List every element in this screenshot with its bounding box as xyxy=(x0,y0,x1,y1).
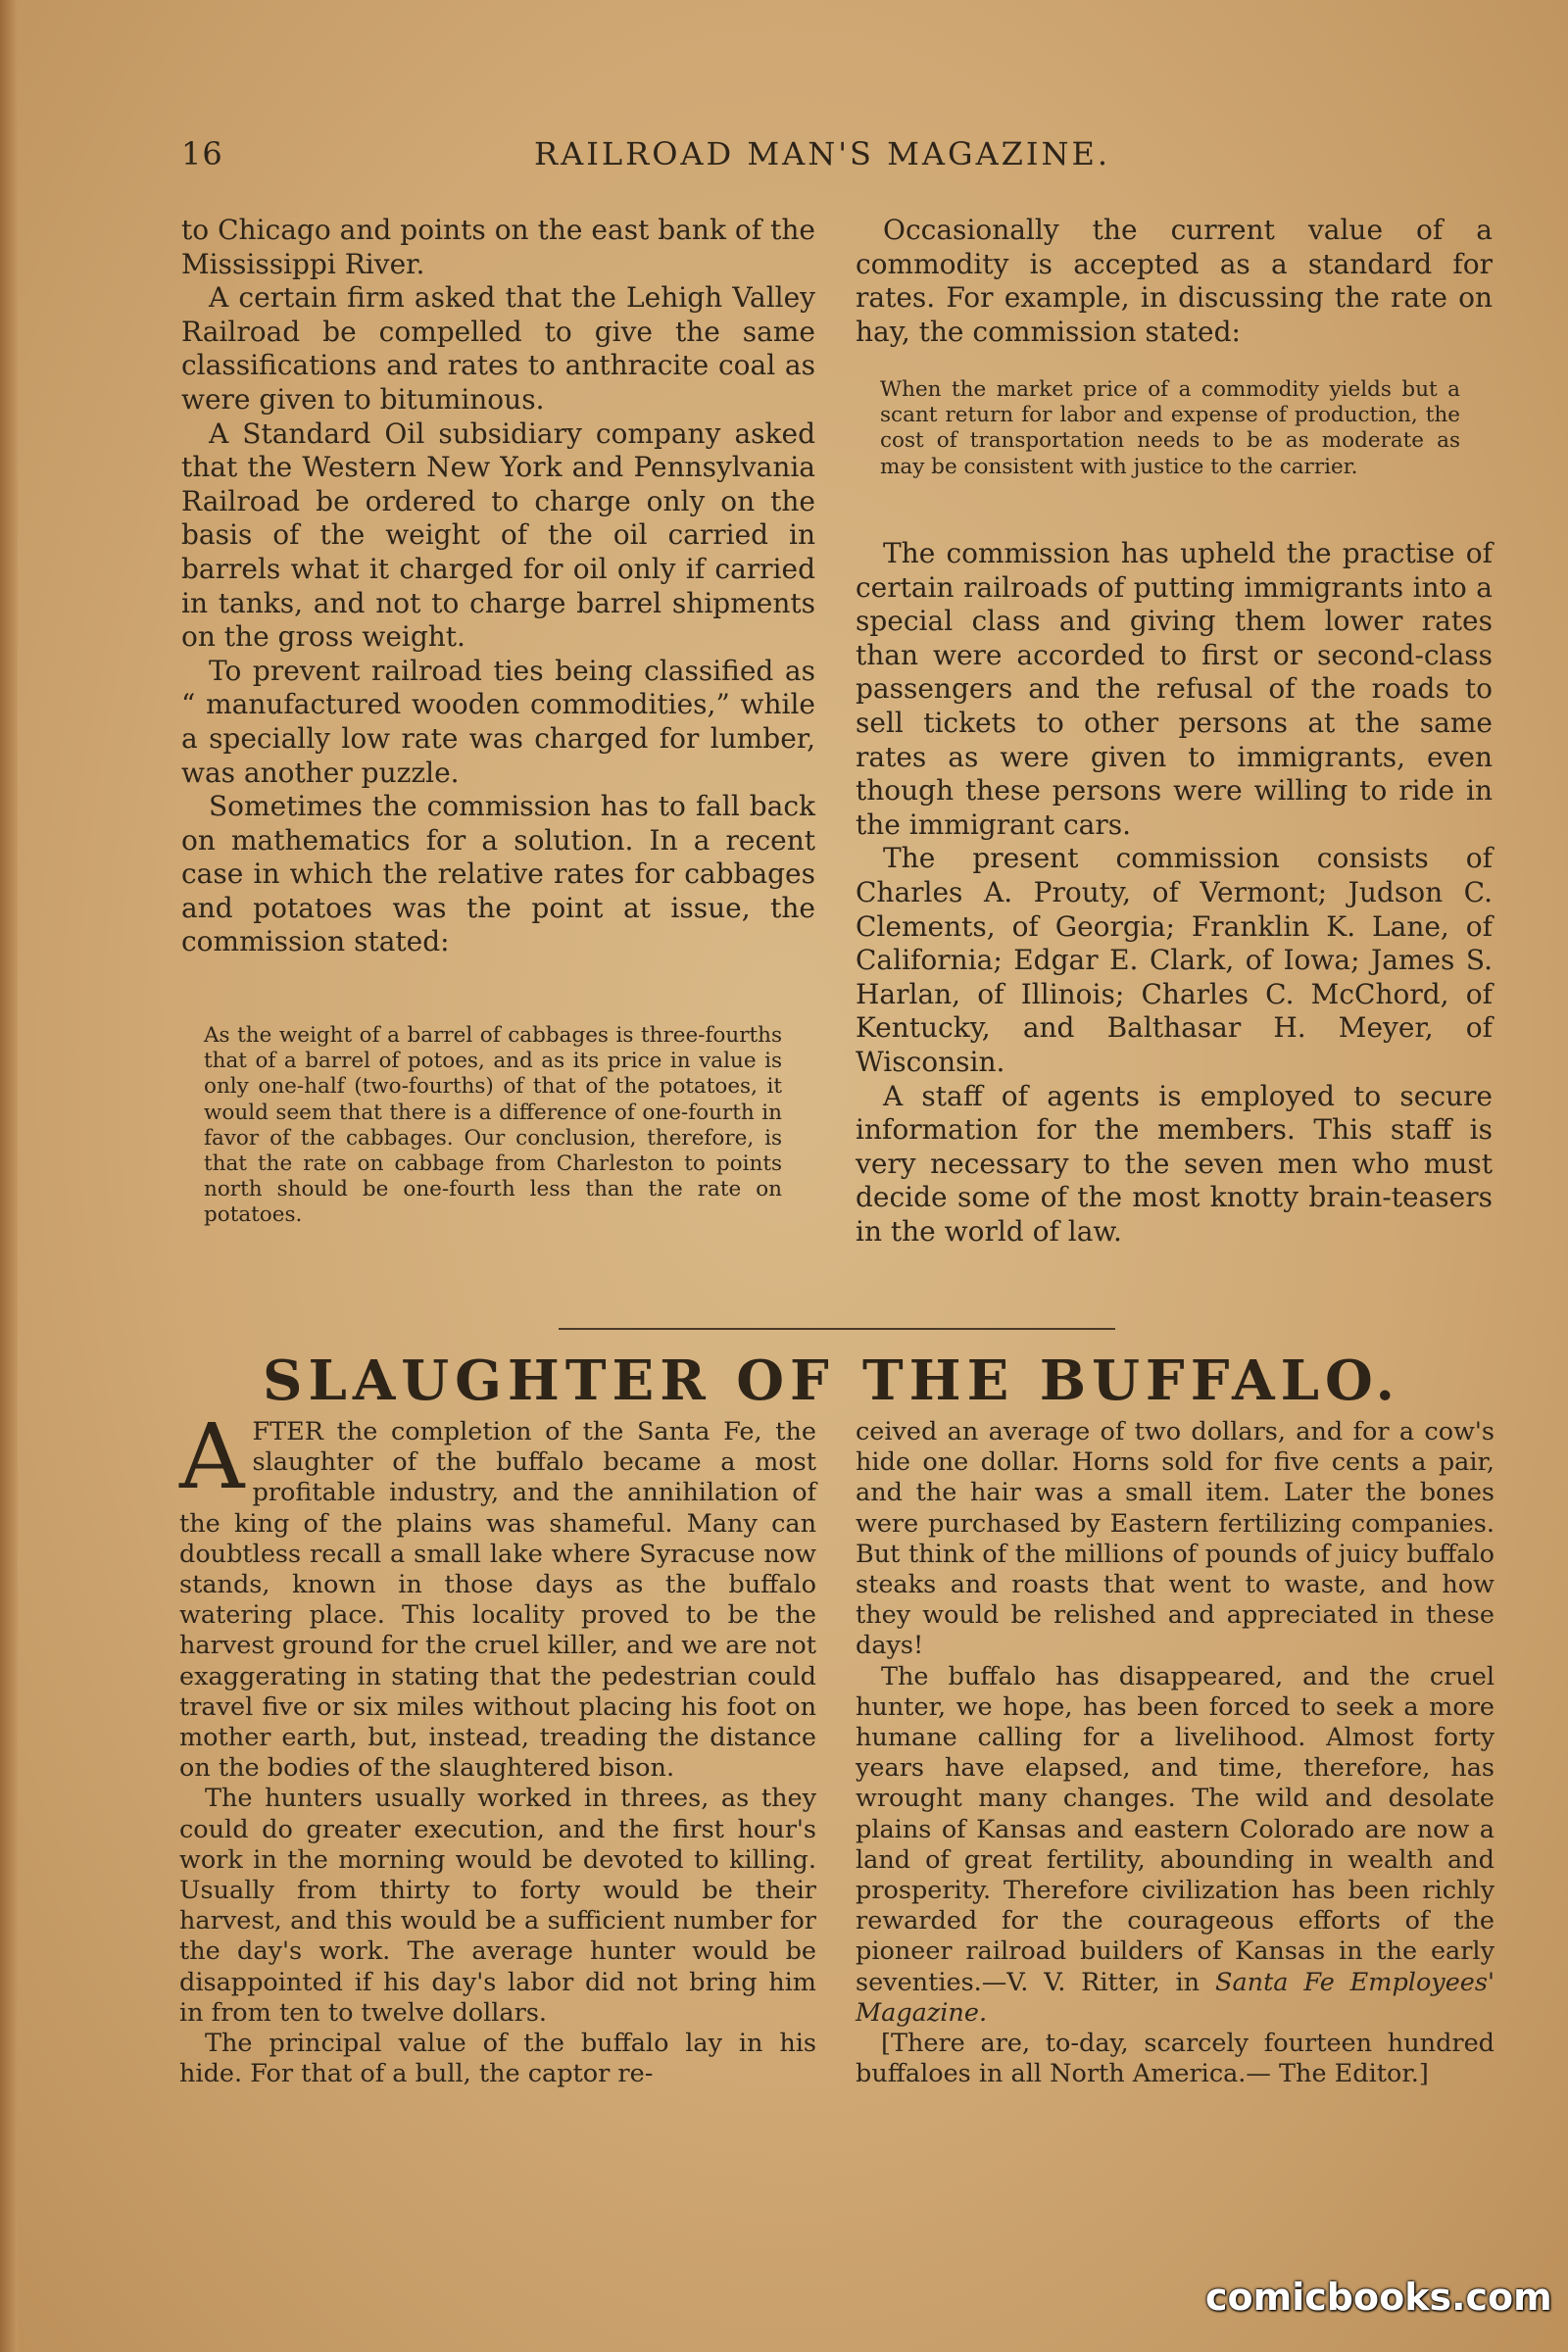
paragraph: The principal value of the buffalo lay in his hide. For that of a bull, the captor re- xyxy=(179,2029,816,2089)
article-left-column xyxy=(179,1404,816,2089)
paragraph: The commission has upheld the practise of certain railroads of putting immigrants into a special class and giving them lower rates than were accorded to first or second-class passengers and the refusal of the roads to sell tickets to other persons at the same rates as were given to immigrants, even though these persons were willing to ride in the immigrant cars. xyxy=(856,537,1493,841)
source-citation: Santa Fe Employees' Magazine. xyxy=(856,1967,1494,2028)
top-right-column-continued xyxy=(856,537,1493,1249)
paragraph: The hunters usually worked in threes, as they could do greater execution, and the first hour's work in the morning would be devoted to killing. Usually from thirty to forty would be their harvest, and this would be a sufficient number for the day's work. The average hunter would be disappointed if his day's labor did not bring him in from ten to twelve dollars. xyxy=(179,1784,816,2028)
page-edge xyxy=(0,0,18,2352)
section-divider xyxy=(559,1328,1115,1330)
page-number: 16 xyxy=(181,135,223,172)
page-header xyxy=(0,135,1568,184)
paragraph: A staff of agents is employed to secure information for the members. This staff is very necessary to the seven men who must decide some of the most knotty brain-teasers in the world of law. xyxy=(856,1079,1493,1248)
paragraph: A certain firm asked that the Lehigh Valley Railroad be compelled to give the same classifications and rates to anthracite coal as were given to bituminous. xyxy=(181,281,815,416)
hay-quote xyxy=(880,377,1460,480)
paragraph: To prevent railroad ties being classified as “ manufactured wooden commodities,” while a specially low rate was charged for lumber, was another puzzle. xyxy=(181,654,815,789)
article-title-part2: THE BUFFALO. xyxy=(862,1348,1400,1413)
paragraph: Occasionally the current value of a commodity is accepted as a standard for rates. For example, in discussing the rate on hay, the commission stated: xyxy=(856,214,1493,348)
article-right-column xyxy=(856,1417,1494,2089)
running-title: RAILROAD MAN'S MAGAZINE. xyxy=(534,135,1111,172)
paragraph: A Standard Oil subsidiary company asked that the Western New York and Pennsylvania Railroad be ordered to charge only on the basis of the weight of the oil carried in barrels what it charged for oil only if carried in tanks, and not to charge barrel shipments on the gross weight. xyxy=(181,416,815,654)
watermark-logo: comicbooks.com xyxy=(1205,2276,1552,2319)
block-quote: As the weight of a barrel of cabbages is three-fourths that of a barrel of potoes, and as its price in value is only one-half (two-fourths) of that of the potatoes, it would seem that there is a difference of one-fourth in favor of the cabbages. Our conclusion, therefore, is that the rate on cabbage from Charleston to points north should be one-fourth less than the rate on potatoes. xyxy=(204,1023,782,1228)
paragraph: The present commission consists of Charles A. Prouty, of Vermont; Judson C. Clements, of Georgia; Franklin K. Lane, of California; Edgar E. Clark, of Iowa; James S. Harlan, of Illinois; Charles C. McChord, of Kentucky, and Balthasar H. Meyer, of Wisconsin. xyxy=(856,842,1493,1078)
paragraph: AFTER the completion of the Santa Fe, the slaughter of the buffalo became a most profitable industry, and the annihilation of the king of the plains was shameful. Many can doubtless recall a small lake where Syracuse now stands, known in those days as the buffalo watering place. This locality proved to be the harvest ground for the cruel killer, and we are not exaggerating in stating that the pedestrian could travel five or six miles without placing his foot on mother earth, but, instead, treading the distance on the bodies of the slaughtered bison. xyxy=(179,1404,816,1784)
block-quote: When the market price of a commodity yields but a scant return for labor and expense of production, the cost of transportation needs to be as moderate as may be consistent with justice to the carrier. xyxy=(880,377,1460,479)
editor-note: [There are, to-day, scarcely fourteen hundred buffaloes in all North America.— The Editor.] xyxy=(856,2029,1494,2089)
top-left-column xyxy=(181,214,815,959)
paragraph: The buffalo has disappeared, and the cruel hunter, we hope, has been forced to seek a more humane calling for a livelihood. Almost forty years have elapsed, and time, therefore, has wrought many changes. The wild and desolate plains of Kansas and eastern Colorado are now a land of great fertility, abounding in wealth and prosperity. Therefore civilization has been richly rewarded for the courageous efforts of the pioneer railroad builders of Kansas in the early seventies.—V. V. Ritter, in Santa Fe Employees' Magazine. xyxy=(856,1661,1494,2028)
article-title-part1: SLAUGHTER OF xyxy=(263,1348,835,1413)
cabbage-quote xyxy=(204,1023,782,1229)
paragraph: ceived an average of two dollars, and for a cow's hide one dollar. Horns sold for five cents a pair, and the hair was a small item. Later the bones were purchased by Eastern fertilizing companies. But think of the millions of pounds of juicy buffalo steaks and roasts that went to waste, and how they would be relished and appreciated in these days! xyxy=(856,1417,1494,1661)
paragraph: to Chicago and points on the east bank of the Mississippi River. xyxy=(181,214,815,280)
drop-cap: A xyxy=(179,1404,245,1509)
top-right-column xyxy=(856,214,1493,349)
paragraph: Sometimes the commission has to fall back on mathematics for a solution. In a recent case in which the relative rates for cabbages and potatoes was the point at issue, the commission stated: xyxy=(181,790,815,958)
